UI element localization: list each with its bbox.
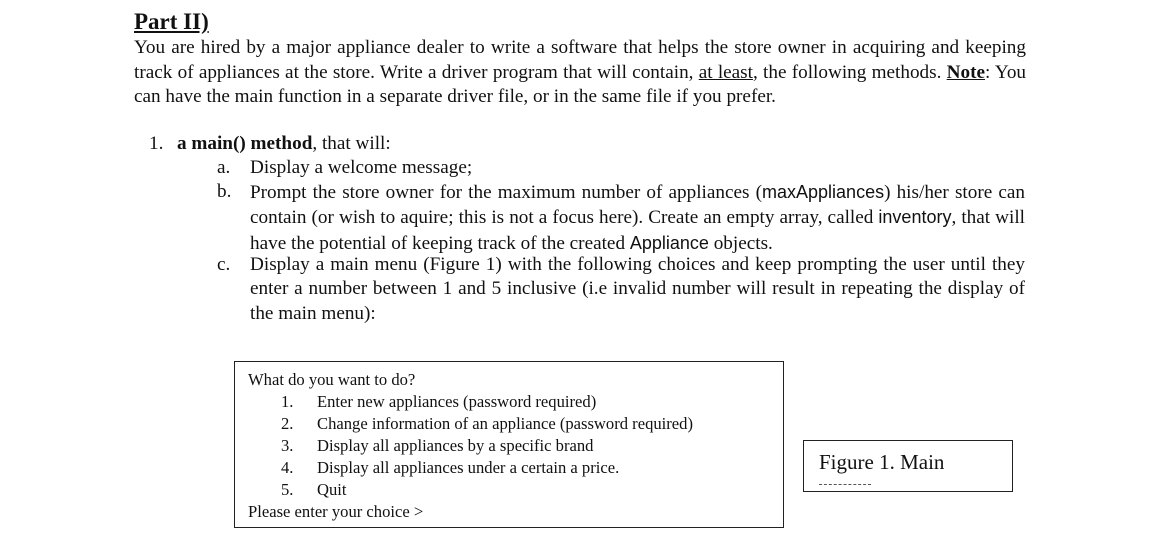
menu-item bbox=[281, 435, 693, 457]
sub-b-text-2: ) his/her store can contain (or wish to aquire; this is not a focus here). Create an empty array, called bbox=[250, 182, 1025, 229]
code-inventory: inventory bbox=[878, 207, 952, 228]
sub-item-text: Display a main menu (Figure 1) with the following choices and keep prompting the user until they enter a number between 1 and 5 inclusive (i.e invalid number will result in repeating the display of the main menu): bbox=[250, 254, 1025, 324]
intro-text-3: : You can have the main function in a separate driver file, or in the same file if you prefer. bbox=[134, 61, 1027, 108]
menu-item bbox=[281, 457, 693, 479]
sub-item-c bbox=[217, 253, 1025, 326]
menu-item-number: 3. bbox=[281, 436, 294, 455]
sub-item-letter: c. bbox=[217, 254, 231, 275]
menu-item-number: 5. bbox=[281, 480, 294, 499]
intro-text-2: , the following methods. bbox=[752, 61, 947, 83]
item-number: 1. bbox=[149, 133, 164, 154]
menu-item-number: 4. bbox=[281, 458, 294, 477]
menu-list bbox=[281, 391, 693, 501]
menu-prompt: Please enter your choice > bbox=[248, 502, 424, 521]
menu-item bbox=[281, 479, 693, 501]
menu-item bbox=[281, 391, 693, 413]
item-rest: , that will: bbox=[312, 133, 391, 154]
sub-item-text: Display a welcome message; bbox=[250, 157, 473, 178]
intro-text-1: You are hired by a major appliance dealer to write a software that helps the store owner in acquiring and keeping track of appliances at the store. Write a driver program that will contain, bbox=[134, 37, 1026, 83]
sub-item-text bbox=[250, 180, 1025, 256]
sub-item-letter: a. bbox=[217, 157, 231, 178]
menu-item-label: Enter new appliances (password required) bbox=[317, 392, 597, 411]
item-bold-title: a main() method bbox=[177, 133, 313, 154]
sub-item-b bbox=[217, 180, 1025, 256]
sub-b-text-3: , that will have the potential of keeping track of the created bbox=[250, 207, 1025, 254]
sub-b-text-4: objects. bbox=[708, 232, 773, 254]
sub-b-text-1: Prompt the store owner for the maximum number of appliances ( bbox=[250, 182, 763, 203]
figure-caption: Figure 1. Main bbox=[819, 450, 945, 474]
menu-item-number: 1. bbox=[281, 392, 294, 411]
intro-paragraph bbox=[134, 36, 1026, 110]
numbered-item-1 bbox=[149, 132, 391, 156]
code-max-appliances: maxAppliances bbox=[762, 182, 885, 202]
menu-item bbox=[281, 413, 693, 435]
caption-underline bbox=[819, 484, 871, 486]
menu-title: What do you want to do? bbox=[248, 370, 416, 389]
main-menu-box bbox=[234, 361, 784, 528]
sub-item-a bbox=[217, 156, 1025, 180]
at-least-text: at least bbox=[698, 61, 753, 83]
figure-caption-box bbox=[803, 440, 1013, 492]
section-heading: Part II) bbox=[134, 9, 209, 34]
menu-item-label: Quit bbox=[317, 480, 347, 499]
menu-item-label: Display all appliances under a certain a price. bbox=[317, 458, 620, 477]
note-label: Note bbox=[946, 61, 986, 83]
code-appliance: Appliance bbox=[629, 232, 709, 253]
menu-item-label: Display all appliances by a specific brand bbox=[317, 436, 594, 455]
menu-item-label: Change information of an appliance (password required) bbox=[317, 414, 693, 433]
menu-item-number: 2. bbox=[281, 414, 294, 433]
sub-item-letter: b. bbox=[217, 181, 232, 202]
